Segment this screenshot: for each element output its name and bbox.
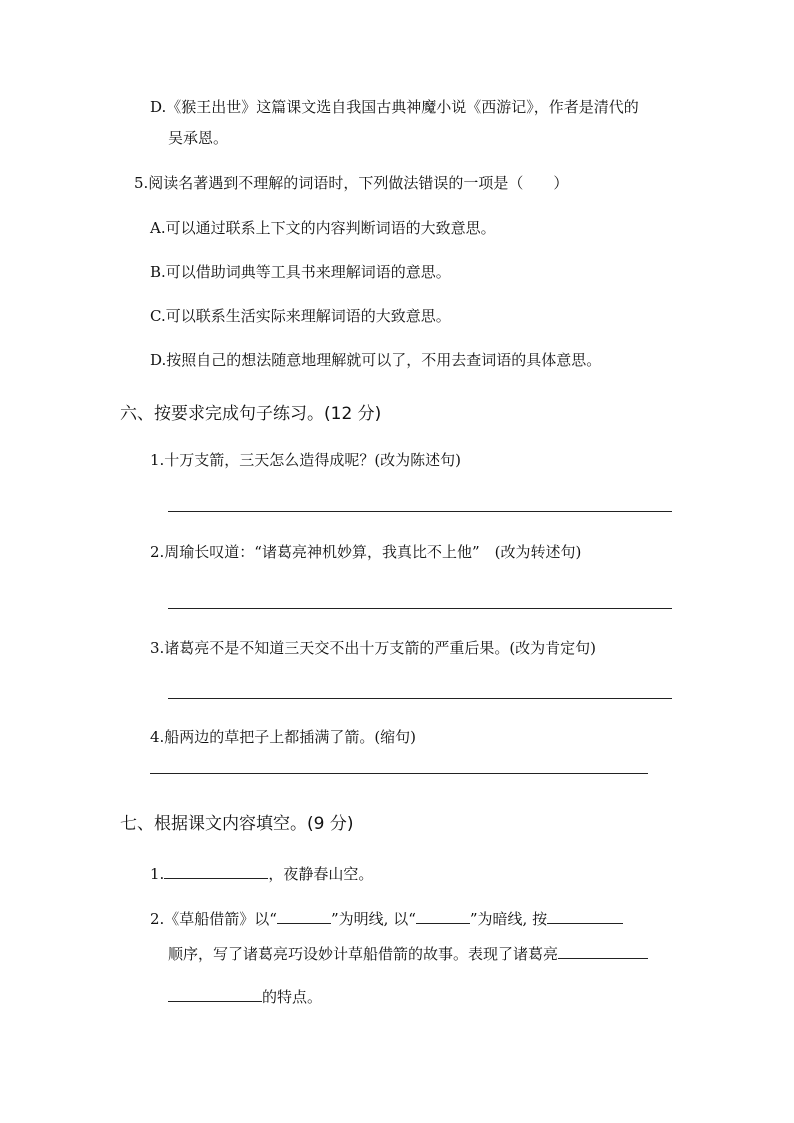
q5-option-d: D.按照自己的想法随意地理解就可以了，不用去查词语的具体意思。 <box>150 351 602 369</box>
section7-item1-text: ，夜静春山空。 <box>268 865 374 883</box>
section7-item1 <box>150 862 373 884</box>
section7-item2-mid1: ”为明线, 以“ <box>330 910 416 928</box>
fill-blank-3[interactable] <box>416 907 470 924</box>
fill-blank-4[interactable] <box>547 907 623 924</box>
q5-option-b: B.可以借助词典等工具书来理解词语的意思。 <box>150 263 451 281</box>
section7-item2-prefix: 2.《草船借箭》以“ <box>150 910 277 928</box>
section7-item2-line1 <box>150 907 623 929</box>
fill-blank-5[interactable] <box>558 942 648 959</box>
answer-line-1[interactable] <box>168 511 672 512</box>
q4-option-d-line1: D.《猴王出世》这篇课文选自我国古典神魔小说《西游记》，作者是清代的 <box>150 98 639 116</box>
fill-blank-1[interactable] <box>164 862 268 879</box>
q5-option-c: C.可以联系生活实际来理解词语的大致意思。 <box>150 307 451 325</box>
q4-option-d-line2: 吴承恩。 <box>168 129 229 147</box>
answer-line-4[interactable] <box>150 773 648 774</box>
q5-stem: 5.阅读名著遇到不理解的词语时，下列做法错误的一项是（ ） <box>134 174 569 192</box>
section6-item3: 3.诸葛亮不是不知道三天交不出十万支箭的严重后果。(改为肯定句) <box>150 639 597 657</box>
section7-item2-line2-text: 顺序，写了诸葛亮巧设妙计草船借箭的故事。表现了诸葛亮 <box>168 945 559 963</box>
section7-item2-mid2: ”为暗线, 按 <box>469 910 548 928</box>
fill-blank-2[interactable] <box>277 907 331 924</box>
section6-title: 六、按要求完成句子练习。(12 分) <box>120 404 382 424</box>
section6-item4: 4.船两边的草把子上都插满了箭。(缩句) <box>150 728 417 746</box>
answer-line-3[interactable] <box>168 698 672 699</box>
section7-item2-line3 <box>168 985 322 1007</box>
answer-line-2[interactable] <box>168 608 672 609</box>
q5-option-a: A.可以通过联系上下文的内容判断词语的大致意思。 <box>150 219 496 237</box>
section6-item1: 1.十万支箭，三天怎么造得成呢？(改为陈述句) <box>150 451 462 469</box>
section7-item2-line3-text: 的特点。 <box>262 988 323 1006</box>
section7-item1-number: 1. <box>150 865 165 883</box>
section7-title: 七、根据课文内容填空。(9 分) <box>120 814 354 834</box>
section6-item2: 2.周瑜长叹道：“诸葛亮神机妙算，我真比不上他” (改为转述句) <box>150 543 582 561</box>
section7-item2-line2 <box>168 942 648 964</box>
fill-blank-6[interactable] <box>168 985 262 1002</box>
